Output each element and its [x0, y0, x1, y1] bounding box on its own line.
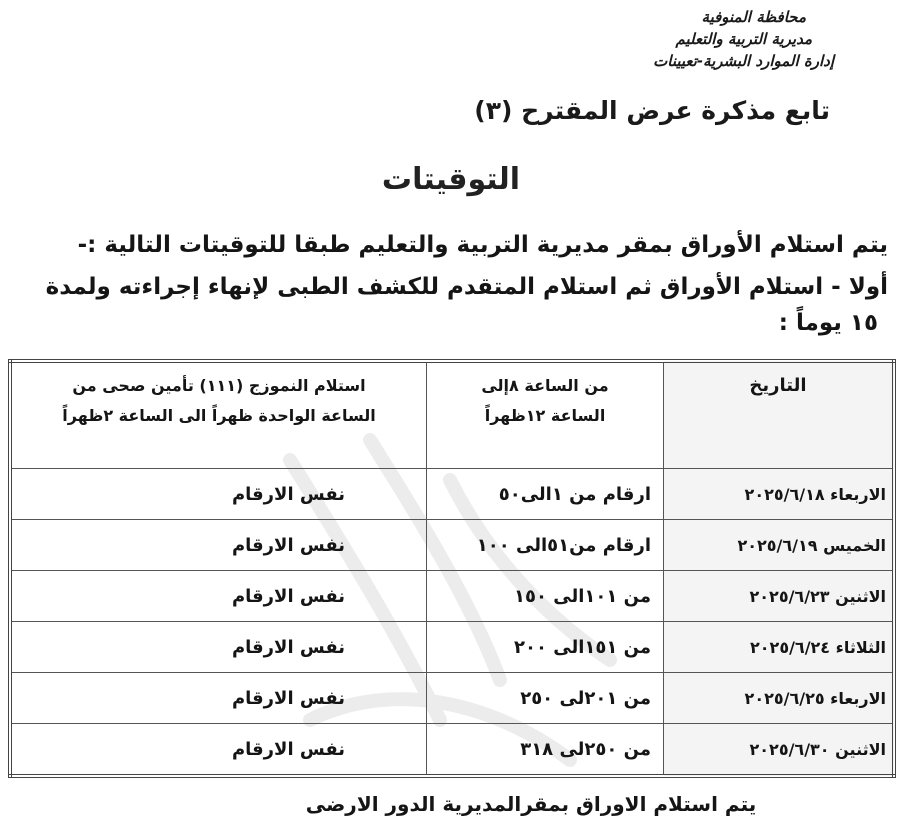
header-morning-line-1: من الساعة ٨إلى [481, 376, 609, 395]
row-number-range: من ١٥١الى ٢٠٠ [427, 622, 664, 673]
row-date: الاربعاء ٢٠٢٥/٦/٢٥ [664, 673, 895, 724]
row-form-note: نفس الارقام [10, 673, 427, 724]
memo-title: تابع مذكرة عرض المقترح (٣) [474, 96, 830, 125]
department-name: إدارة الموارد البشرية-تعيينات [653, 52, 834, 70]
header-morning-hours [427, 361, 664, 469]
row-form-note: نفس الارقام [10, 622, 427, 673]
directorate-name: مديرية التربية والتعليم [675, 30, 812, 48]
row-form-note: نفس الارقام [10, 724, 427, 777]
header-form-line-1: استلام النموزج (١١١) تأمين صحى من [72, 376, 366, 395]
header-date [664, 361, 895, 469]
governorate-name: محافظة المنوفية [701, 8, 806, 26]
table-row [10, 673, 894, 724]
row-date: الاثنين ٢٠٢٥/٦/٢٣ [664, 571, 895, 622]
table-header-row [10, 361, 894, 469]
table-row [10, 469, 894, 520]
first-item-line-1: أولا - استلام الأوراق ثم استلام المتقدم للكشف الطبى لإنهاء إجراءته ولمدة [45, 274, 888, 300]
row-date: الثلاثاء ٢٠٢٥/٦/٢٤ [664, 622, 895, 673]
table-row [10, 571, 894, 622]
row-number-range: ارقام من٥١الى ١٠٠ [427, 520, 664, 571]
row-number-range: من ٢٠١لى ٢٥٠ [427, 673, 664, 724]
first-item-line-2: ١٥ يوماً : [778, 310, 878, 336]
header-date-label: التاريخ [749, 375, 807, 396]
row-form-note: نفس الارقام [10, 571, 427, 622]
row-number-range: ارقام من ١الى٥٠ [427, 469, 664, 520]
row-number-range: من ١٠١الى ١٥٠ [427, 571, 664, 622]
row-date: الخميس ٢٠٢٥/٦/١٩ [664, 520, 895, 571]
table-row [10, 724, 894, 777]
row-date: الاثنين ٢٠٢٥/٦/٣٠ [664, 724, 895, 777]
row-form-note: نفس الارقام [10, 520, 427, 571]
row-date: الاربعاء ٢٠٢٥/٦/١٨ [664, 469, 895, 520]
intro-paragraph: يتم استلام الأوراق بمقر مديرية التربية والتعليم طبقا للتوقيتات التالية :- [77, 232, 888, 258]
row-number-range: من ٢٥٠لى ٣١٨ [427, 724, 664, 777]
section-title: التوقيتات [381, 162, 521, 197]
header-form-line-2: الساعة الواحدة ظهراً الى الساعة ٢ظهراً [62, 406, 376, 425]
row-form-note: نفس الارقام [10, 469, 427, 520]
footer-note: يتم استلام الاوراق بمقرالمديرية الدور الارضى [305, 792, 757, 816]
header-morning-line-2: الساعة ١٢ظهراً [484, 406, 606, 425]
table-row [10, 520, 894, 571]
letterhead [653, 6, 834, 72]
table-row [10, 622, 894, 673]
schedule-table [8, 359, 896, 778]
header-form-111 [10, 361, 427, 469]
